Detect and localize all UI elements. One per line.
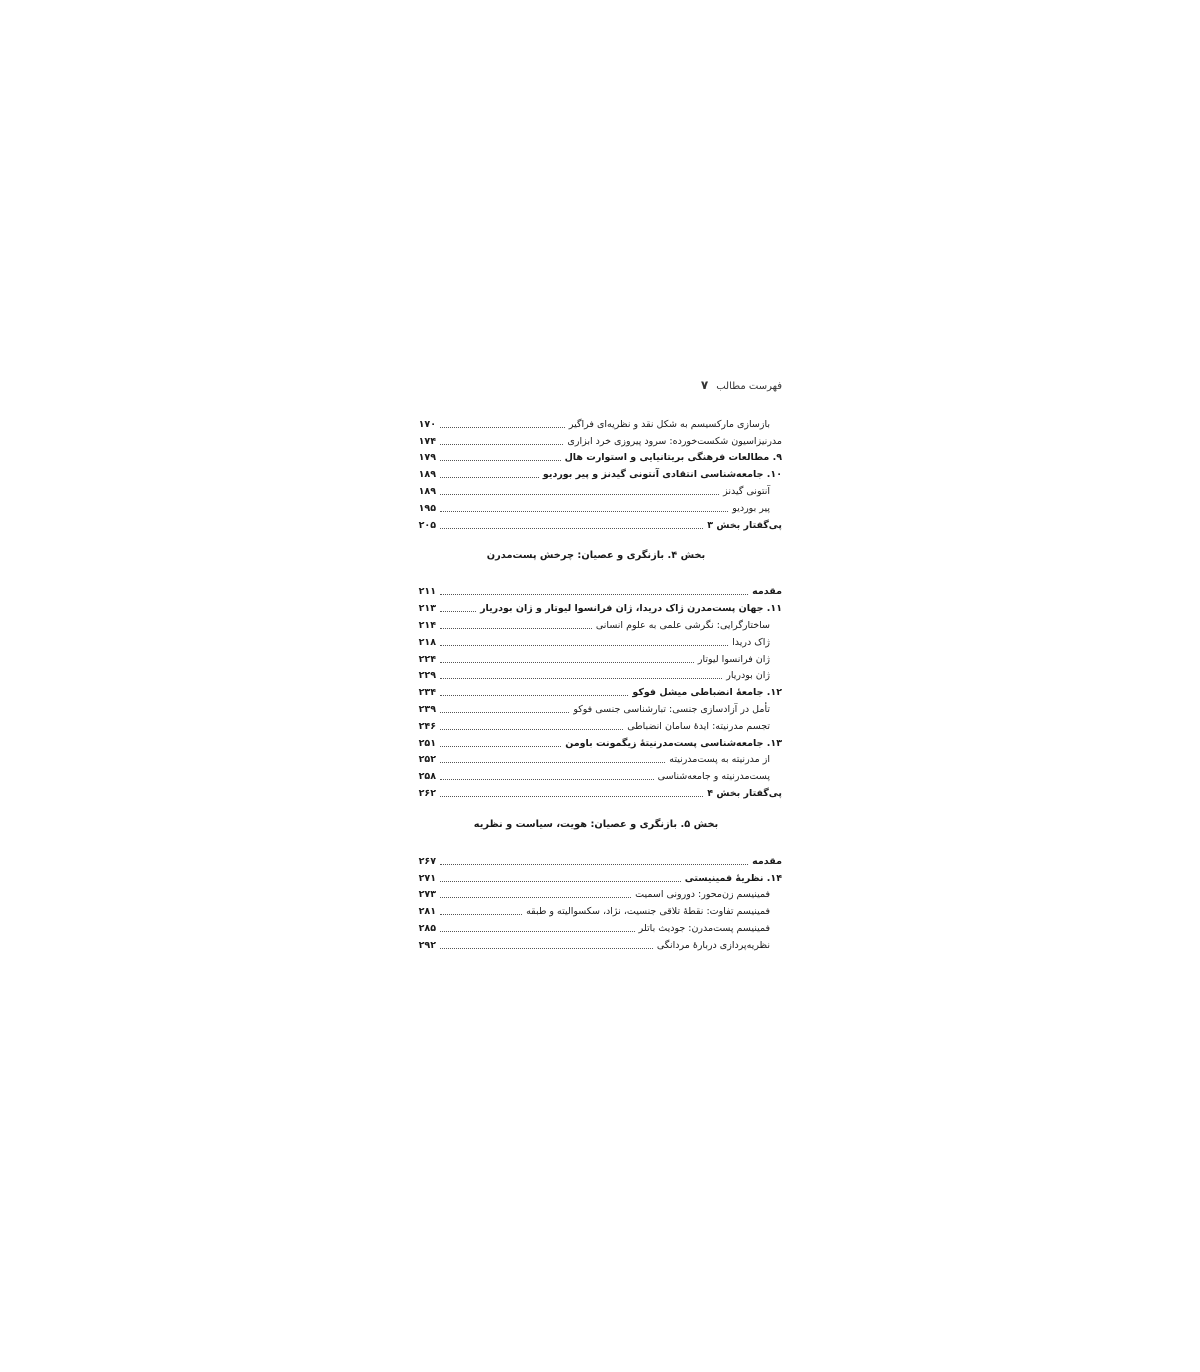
toc-entry-title: تجسم مدرنیته: ایدهٔ سامان انضباطی [627, 720, 770, 732]
toc-entry-page: ۲۳۹ [418, 703, 436, 715]
dot-leader [440, 746, 561, 747]
dot-leader [440, 931, 635, 932]
toc-entry [410, 918, 782, 935]
toc-entry [410, 682, 782, 699]
toc-entry [410, 733, 782, 750]
dot-leader [440, 864, 748, 865]
header-title: فهرست مطالب [716, 381, 782, 392]
header-page-number: ۷ [700, 378, 709, 392]
dot-leader [440, 460, 561, 461]
toc-entry-page: ۱۷۹ [418, 452, 436, 464]
toc-entry [410, 868, 782, 885]
toc-entry [410, 582, 782, 599]
toc-entry-page: ۲۱۳ [418, 603, 436, 615]
toc-entry-title: فمینیسم پست‌مدرن: جودیث باتلر [638, 922, 770, 934]
toc-entry-title: نظریه‌پردازی دربارهٔ مردانگی [656, 939, 770, 951]
section-5-title: بخش ۵. بازنگری و عصیان: هویت، سیاست و نظریه [473, 818, 719, 830]
toc-entry-title: ۱۳. جامعه‌شناسی پست‌مدرنیتهٔ زیگمونت باومن [565, 737, 782, 749]
toc-entry-page: ۲۸۵ [418, 922, 436, 934]
toc-entry-title: ۱۲. جامعهٔ انضباطی میشل فوکو [632, 687, 782, 699]
toc-entry [410, 448, 782, 465]
dot-leader [440, 948, 653, 949]
toc-entry-page: ۲۱۴ [418, 619, 436, 631]
toc-group-1 [410, 414, 782, 532]
dot-leader [440, 511, 728, 512]
toc-entry [410, 498, 782, 515]
dot-leader [440, 914, 522, 915]
toc-entry-page: ۲۶۷ [418, 855, 436, 867]
toc-entry [410, 885, 782, 902]
toc-entry-page: ۱۸۹ [418, 469, 436, 481]
dot-leader [440, 477, 539, 478]
toc-entry [410, 464, 782, 481]
toc-entry [410, 783, 782, 800]
dot-leader [440, 444, 563, 445]
dot-leader [440, 729, 623, 730]
toc-entry-page: ۲۵۱ [418, 737, 436, 749]
dot-leader [440, 494, 719, 495]
toc-entry-title: از مدرنیته به پست‌مدرنیته [669, 754, 770, 766]
toc-entry-title: مقدمه [752, 586, 782, 598]
toc-entry-page: ۲۷۱ [418, 872, 436, 884]
toc-entry-title: ژان بودریار [726, 670, 770, 682]
toc-entry-page: ۲۸۱ [418, 906, 436, 918]
toc-entry-title: تأمل در آزادسازی جنسی: تبارشناسی جنسی فوکو [573, 703, 770, 715]
toc-page [410, 378, 782, 952]
toc-entry-page: ۱۹۵ [418, 502, 436, 514]
dot-leader [440, 712, 569, 713]
toc-entry [410, 699, 782, 716]
dot-leader [440, 427, 565, 428]
toc-entry-title: ژان فرانسوا لیوتار [697, 653, 770, 665]
toc-entry-page: ۲۱۸ [418, 636, 436, 648]
toc-entry-title: ۹. مطالعات فرهنگی بریتانیایی و استوارت هال [564, 452, 782, 464]
toc-entry [410, 632, 782, 649]
toc-entry [410, 649, 782, 666]
dot-leader [440, 897, 631, 898]
toc-entry-title: بازسازی مارکسیسم به شکل نقد و نظریه‌ای فراگیر [568, 418, 770, 430]
toc-entry-page: ۱۷۴ [418, 435, 436, 447]
dot-leader [440, 796, 703, 797]
toc-entry-page: ۲۲۴ [418, 653, 436, 665]
toc-entry-title: پست‌مدرنیته و جامعه‌شناسی [657, 771, 770, 783]
toc-entry-title: فمینیسم تفاوت: نقطهٔ تلاقی جنسیت، نژاد، سکسوالیته و طبقه [526, 906, 770, 918]
dot-leader [440, 628, 592, 629]
toc-entry-page: ۲۳۴ [418, 687, 436, 699]
toc-entry-title: پی‌گفتار بخش ۳ [707, 519, 782, 531]
toc-entry-page: ۱۸۹ [418, 485, 436, 497]
dot-leader [440, 695, 628, 696]
toc-entry [410, 615, 782, 632]
toc-entry [410, 481, 782, 498]
toc-entry-page: ۲۵۲ [418, 754, 436, 766]
toc-entry [410, 901, 782, 918]
dot-leader [440, 594, 748, 595]
toc-entry [410, 515, 782, 532]
dot-leader [440, 779, 654, 780]
toc-entry-page: ۲۹۲ [418, 939, 436, 951]
dot-leader [440, 645, 728, 646]
toc-entry-title: آنتونی گیدنز [723, 485, 770, 497]
dot-leader [440, 662, 694, 663]
toc-entry [410, 851, 782, 868]
toc-group-2 [410, 582, 782, 800]
toc-entry-title: ساختارگرایی: نگرشی علمی به علوم انسانی [595, 619, 770, 631]
toc-entry-title: مدرنیزاسیون شکست‌خورده: سرود پیروزی خرد ابزاری [567, 435, 782, 447]
toc-entry-title: پیر بوردیو [732, 502, 770, 514]
dot-leader [440, 762, 665, 763]
toc-entry [410, 716, 782, 733]
toc-entry [410, 666, 782, 683]
toc-entry-page: ۲۱۱ [418, 586, 436, 598]
toc-entry-title: فمینیسم زن‌محور: دورونی اسمیت [635, 889, 770, 901]
toc-entry-page: ۱۷۰ [418, 418, 436, 430]
toc-entry [410, 935, 782, 952]
dot-leader [440, 528, 703, 529]
toc-entry [410, 431, 782, 448]
toc-entry-title: ۱۱. جهان پست‌مدرن ژاک دریدا، ژان فرانسوا لیوتار و ژان بودریار [480, 603, 782, 615]
dot-leader [440, 881, 681, 882]
dot-leader [440, 611, 476, 612]
toc-entry [410, 750, 782, 767]
toc-entry-page: ۲۰۵ [418, 519, 436, 531]
toc-entry [410, 766, 782, 783]
toc-entry [410, 598, 782, 615]
toc-entry-title: پی‌گفتار بخش ۴ [707, 787, 782, 799]
toc-entry-page: ۲۴۶ [418, 720, 436, 732]
toc-group-3 [410, 851, 782, 952]
toc-entry-title: ۱۴. نظریهٔ فمینیستی [684, 872, 782, 884]
toc-entry-page: ۲۲۹ [418, 670, 436, 682]
dot-leader [440, 678, 722, 679]
toc-entry-title: مقدمه [752, 855, 782, 867]
toc-entry-page: ۲۷۳ [418, 889, 436, 901]
page-header [410, 378, 782, 400]
toc-entry-page: ۲۵۸ [418, 771, 436, 783]
toc-entry-title: ژاک دریدا [732, 636, 770, 648]
toc-entry-page: ۲۶۲ [418, 787, 436, 799]
section-4-title: بخش ۴. بازنگری و عصیان: چرخش پست‌مدرن [486, 549, 706, 561]
toc-entry-title: ۱۰. جامعه‌شناسی انتقادی آنتونی گیدنز و پیر بوردیو [542, 469, 782, 481]
toc-entry [410, 414, 782, 431]
